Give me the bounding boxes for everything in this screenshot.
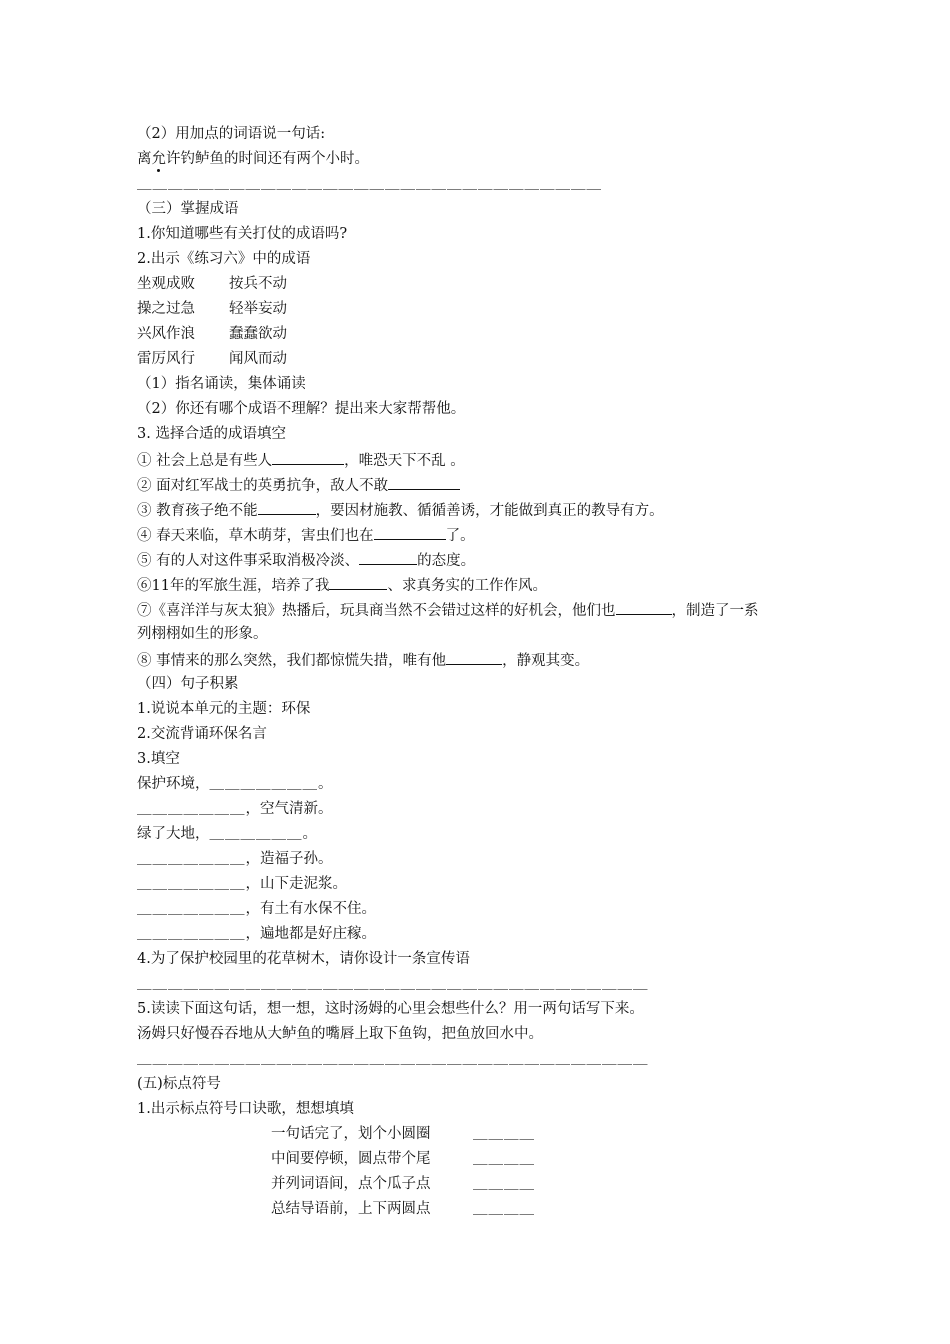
- fill-item-2: ② 面对红军战士的英勇抗争，敌人不敢: [137, 472, 837, 497]
- slogan-line: ＿＿＿＿＿＿＿，山下走泥浆。: [137, 876, 347, 892]
- tom-sentence: 汤姆只好慢吞吞地从大鲈鱼的嘴唇上取下鱼钩，把鱼放回水中。: [137, 1026, 543, 1042]
- question-recite: 2.交流背诵环保名言: [137, 726, 267, 742]
- fill-item-7: ⑦《喜洋洋与灰太狼》热播后，玩具商当然不会错过这样的好机会，他们也 ，制造了一系: [137, 597, 837, 622]
- slogan-line: ＿＿＿＿＿＿＿，遍地都是好庄稼。: [137, 926, 376, 942]
- question-use-word: （2）用加点的词语说一句话:: [137, 126, 326, 142]
- fill-item-8: ⑧ 事情来的那么突然，我们都惊慌失措，唯有他 ，静观其变。: [137, 647, 837, 672]
- verse-line: 一句话完了，划个小圆圈 ＿＿＿＿: [271, 1126, 535, 1142]
- verse-line: 总结导语前，上下两圆点 ＿＿＿＿: [271, 1201, 535, 1217]
- idiom-row: 雷厉风行 闻风而动: [137, 351, 287, 367]
- section-title-idioms: （三）掌握成语: [137, 201, 239, 217]
- fill-item-3: ③ 教育孩子绝不能 ，要因材施教、循循善诱，才能做到真正的教导有方。: [137, 497, 837, 522]
- fill-blank[interactable]: [258, 497, 316, 515]
- idiom-row: 兴风作浪 蠢蠢欲动: [137, 326, 287, 342]
- question-punctuation: 1.出示标点符号口诀歌，想想填填: [137, 1101, 354, 1117]
- slogan-line: ＿＿＿＿＿＿＿，造福子孙。: [137, 851, 333, 867]
- fill-blank[interactable]: [359, 547, 417, 565]
- dotted-word: 离允许: [137, 151, 181, 167]
- question-fill: 3.填空: [137, 751, 180, 767]
- fill-blank[interactable]: [616, 597, 672, 615]
- question-battle-idioms: 1.你知道哪些有关打仗的成语吗?: [137, 226, 348, 242]
- fill-item-5: ⑤ 有的人对这件事采取消极冷淡、 的态度。: [137, 547, 837, 572]
- sub-question-ask: （2）你还有哪个成语不理解？提出来大家帮帮他。: [137, 401, 466, 417]
- section-title-sentences: （四）句子积累: [137, 676, 239, 692]
- question-slogan-design: 4.为了保护校园里的花草树木，请你设计一条宣传语: [137, 951, 470, 967]
- slogan-line: ＿＿＿＿＿＿＿，空气清新。: [137, 801, 333, 817]
- verse-line: 中间要停顿，圆点带个尾 ＿＿＿＿: [271, 1151, 535, 1167]
- fill-blank[interactable]: [374, 522, 446, 540]
- fill-item-4: ④ 春天来临，草木萌芽，害虫们也在 了。: [137, 522, 837, 547]
- question-tom: 5.读读下面这句话，想一想，这时汤姆的心里会想些什么？用一两句话写下来。: [137, 1001, 644, 1017]
- slogan-line: 保护环境，＿＿＿＿＿＿＿。: [137, 776, 333, 792]
- fill-item-7-cont: 列栩栩如生的形象。: [137, 626, 268, 642]
- sub-question-read: （1）指名诵读，集体诵读: [137, 376, 306, 392]
- idiom-row: 坐观成败 按兵不动: [137, 276, 287, 292]
- question-show-idioms: 2.出示《练习六》中的成语: [137, 251, 311, 267]
- slogan-line: ＿＿＿＿＿＿＿，有土有水保不住。: [137, 901, 376, 917]
- question-theme: 1.说说本单元的主题：环保: [137, 701, 311, 717]
- fill-blank[interactable]: [329, 572, 387, 590]
- answer-line: ＿＿＿＿＿＿＿＿＿＿＿＿＿＿＿＿＿＿＿＿＿＿＿＿＿＿＿＿＿＿: [137, 176, 602, 192]
- fill-item-1: ① 社会上总是有些人 ，唯恐天下不乱 。: [137, 447, 837, 472]
- idiom-row: 操之过急 轻举妄动: [137, 301, 287, 317]
- verse-line: 并列词语间，点个瓜子点 ＿＿＿＿: [271, 1176, 535, 1192]
- fill-blank[interactable]: [446, 647, 502, 665]
- answer-line: ＿＿＿＿＿＿＿＿＿＿＿＿＿＿＿＿＿＿＿＿＿＿＿＿＿＿＿＿＿＿＿＿＿: [137, 1051, 649, 1067]
- fill-item-6: ⑥11年的军旅生涯，培养了我 、求真务实的工作作风。: [137, 572, 837, 597]
- worksheet-document: [137, 122, 837, 1222]
- fill-blank[interactable]: [388, 472, 460, 490]
- question-fill-idioms: 3. 选择合适的成语填空: [137, 426, 286, 442]
- example-sentence: 离允许钓鲈鱼的时间还有两个小时。: [137, 151, 369, 167]
- fill-blank[interactable]: [272, 447, 344, 465]
- section-title-punctuation: (五)标点符号: [137, 1076, 221, 1092]
- slogan-line: 绿了大地，＿＿＿＿＿＿。: [137, 826, 317, 842]
- answer-line: ＿＿＿＿＿＿＿＿＿＿＿＿＿＿＿＿＿＿＿＿＿＿＿＿＿＿＿＿＿＿＿＿＿: [137, 976, 649, 992]
